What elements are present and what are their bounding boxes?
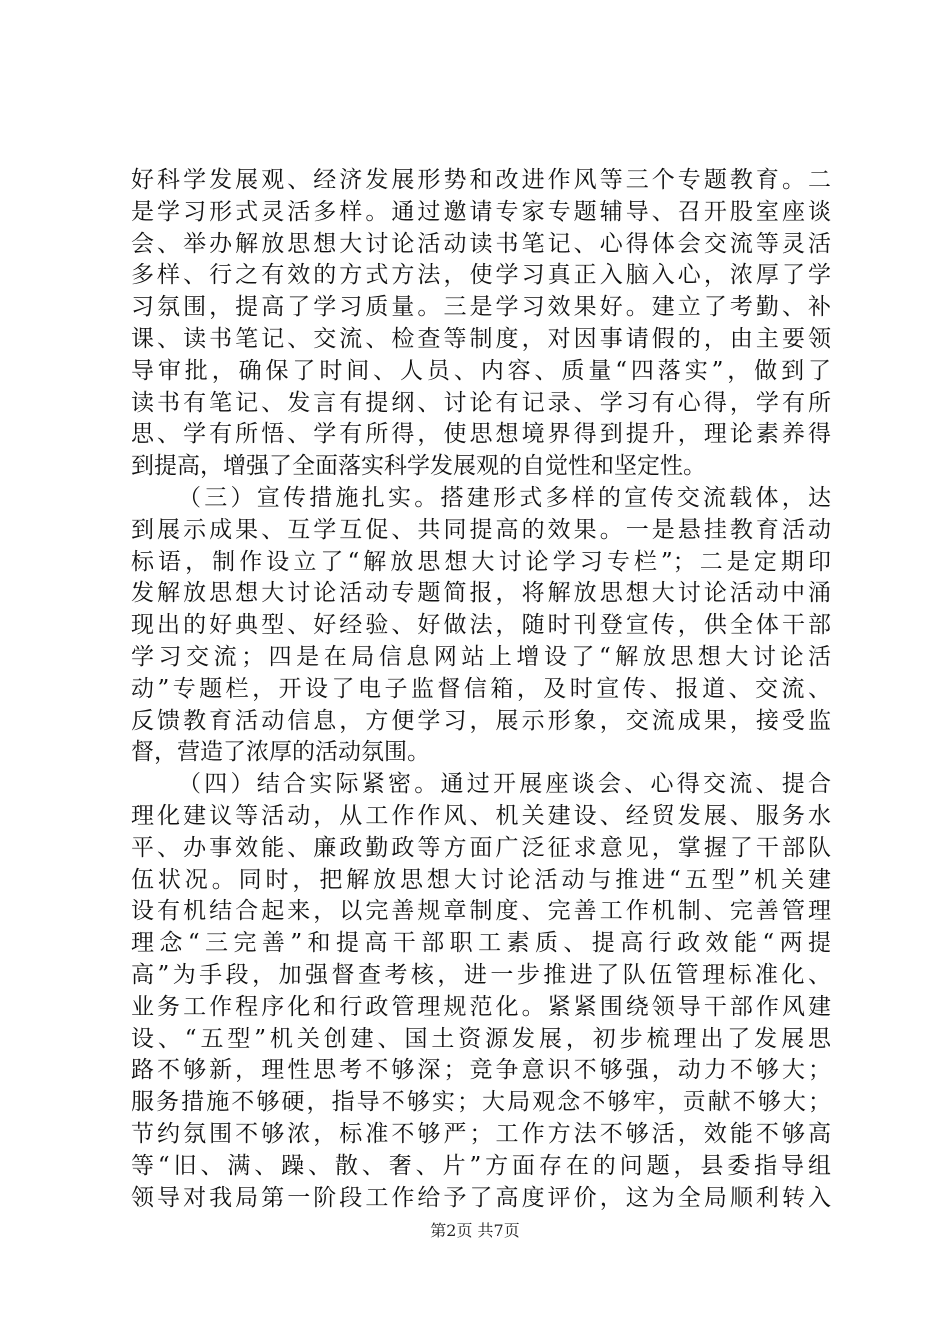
text-line: 导审批，确保了时间、人员、内容、质量“四落实”，做到了 <box>131 357 831 384</box>
text-line: 到展示成果、互学互促、共同提高的效果。一是悬挂教育活动 <box>131 516 831 543</box>
text-line: 学习交流；四是在局信息网站上增设了“解放思想大讨论活 <box>131 643 831 670</box>
text-line: 好科学发展观、经济发展形势和改进作风等三个专题教育。二 <box>131 167 831 193</box>
text-line: 习氛围，提高了学习质量。三是学习效果好。建立了考勤、补 <box>131 294 831 321</box>
text-line: 多样、行之有效的方式方法，使学习真正入脑入心，浓厚了学 <box>131 262 831 289</box>
text-line: 是学习形式灵活多样。通过邀请专家专题辅导、召开股室座谈 <box>131 198 831 225</box>
text-line: 反馈教育活动信息，方便学习，展示形象，交流成果，接受监 <box>131 707 831 734</box>
text-line: 动”专题栏，开设了电子监督信箱，及时宣传、报道、交流、 <box>131 675 831 702</box>
text-line: 标语，制作设立了“解放思想大讨论学习专栏”；二是定期印 <box>131 548 831 575</box>
text-line: 设有机结合起来，以完善规章制度、完善工作机制、完善管理 <box>131 898 831 925</box>
document-body <box>131 165 831 1214</box>
text-line: 高”为手段，加强督查考核，进一步推进了队伍管理标准化、 <box>131 961 831 988</box>
text-line: 等“旧、满、躁、散、奢、片”方面存在的问题，县委指导组 <box>131 1152 831 1179</box>
text-line: 督，营造了浓厚的活动氛围。 <box>131 739 430 766</box>
section-heading-line: （三）宣传措施扎实。搭建形式多样的宣传交流载体，达 <box>178 484 831 511</box>
text-line: 业务工作程序化和行政管理规范化。紧紧围绕领导干部作风建 <box>131 993 831 1020</box>
text-line: 思、学有所悟、学有所得，使思想境界得到提升，理论素养得 <box>131 421 831 448</box>
text-line: 课、读书笔记、交流、检查等制度，对因事请假的，由主要领 <box>131 325 831 352</box>
text-line: 现出的好典型、好经验、好做法，随时刊登宣传，供全体干部 <box>131 612 831 639</box>
text-line: 发解放思想大讨论活动专题简报，将解放思想大讨论活动中涌 <box>131 580 831 607</box>
text-line: 服务措施不够硬，指导不够实；大局观念不够牢，贡献不够大； <box>131 1089 831 1116</box>
text-line: 路不够新，理性思考不够深；竞争意识不够强，动力不够大； <box>131 1057 831 1084</box>
text-line: 伍状况。同时，把解放思想大讨论活动与推进“五型”机关建 <box>131 866 831 893</box>
text-line: 领导对我局第一阶段工作给予了高度评价，这为全局顺利转入 <box>131 1184 831 1211</box>
text-line: 到提高，增强了全面落实科学发展观的自觉性和坚定性。 <box>131 453 706 480</box>
text-line: 理念“三完善”和提高干部职工素质、提高行政效能“两提 <box>131 930 831 957</box>
text-line: 设、“五型”机关创建、国土资源发展，初步梳理出了发展思 <box>131 1025 831 1052</box>
page-number-footer: 第2页 共7页 <box>430 1221 520 1240</box>
text-line: 节约氛围不够浓，标准不够严；工作方法不够活，效能不够高 <box>131 1120 831 1147</box>
text-line: 理化建议等活动，从工作作风、机关建设、经贸发展、服务水 <box>131 802 831 829</box>
text-line: 读书有笔记、发言有提纲、讨论有记录、学习有心得，学有所 <box>131 389 831 416</box>
text-line: 平、办事效能、廉政勤政等方面广泛征求意见，掌握了干部队 <box>131 834 831 861</box>
section-heading-line: （四）结合实际紧密。通过开展座谈会、心得交流、提合 <box>178 771 831 798</box>
text-line: 会、举办解放思想大讨论活动读书笔记、心得体会交流等灵活 <box>131 230 831 257</box>
